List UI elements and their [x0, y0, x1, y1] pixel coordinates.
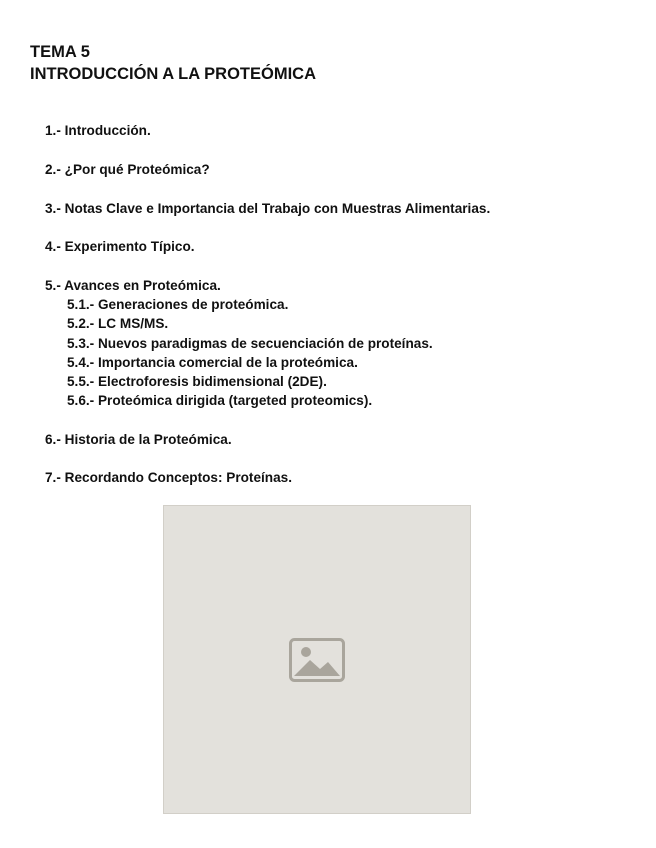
toc-subitem-5-4: 5.4.- Importancia comercial de la proteómica.: [67, 355, 358, 370]
image-icon: [289, 638, 345, 682]
toc-item-1: 1.- Introducción.: [45, 123, 151, 138]
toc-subitem-5-3: 5.3.- Nuevos paradigmas de secuenciación de proteínas.: [67, 336, 433, 351]
document-title: [30, 41, 316, 85]
toc-subitem-5-2: 5.2.- LC MS/MS.: [67, 316, 169, 331]
toc-subitem-5-5: 5.5.- Electroforesis bidimensional (2DE).: [67, 374, 327, 389]
toc-item-4: 4.- Experimento Típico.: [45, 239, 195, 254]
toc-item-6: 6.- Historia de la Proteómica.: [45, 432, 232, 447]
title-line-2: INTRODUCCIÓN A LA PROTEÓMICA: [30, 65, 316, 83]
toc-item-3: 3.- Notas Clave e Importancia del Trabajo con Muestras Alimentarias.: [45, 201, 491, 216]
title-line-1: TEMA 5: [30, 43, 90, 61]
toc-item-5: 5.- Avances en Proteómica.: [45, 278, 221, 293]
toc-subitem-5-1: 5.1.- Generaciones de proteómica.: [67, 297, 289, 312]
photo-placeholder: [163, 505, 471, 814]
toc-subitem-5-6: 5.6.- Proteómica dirigida (targeted proteomics).: [67, 393, 373, 408]
toc-item-2: 2.- ¿Por qué Proteómica?: [45, 162, 210, 177]
toc-item-7: 7.- Recordando Conceptos: Proteínas.: [45, 470, 292, 485]
